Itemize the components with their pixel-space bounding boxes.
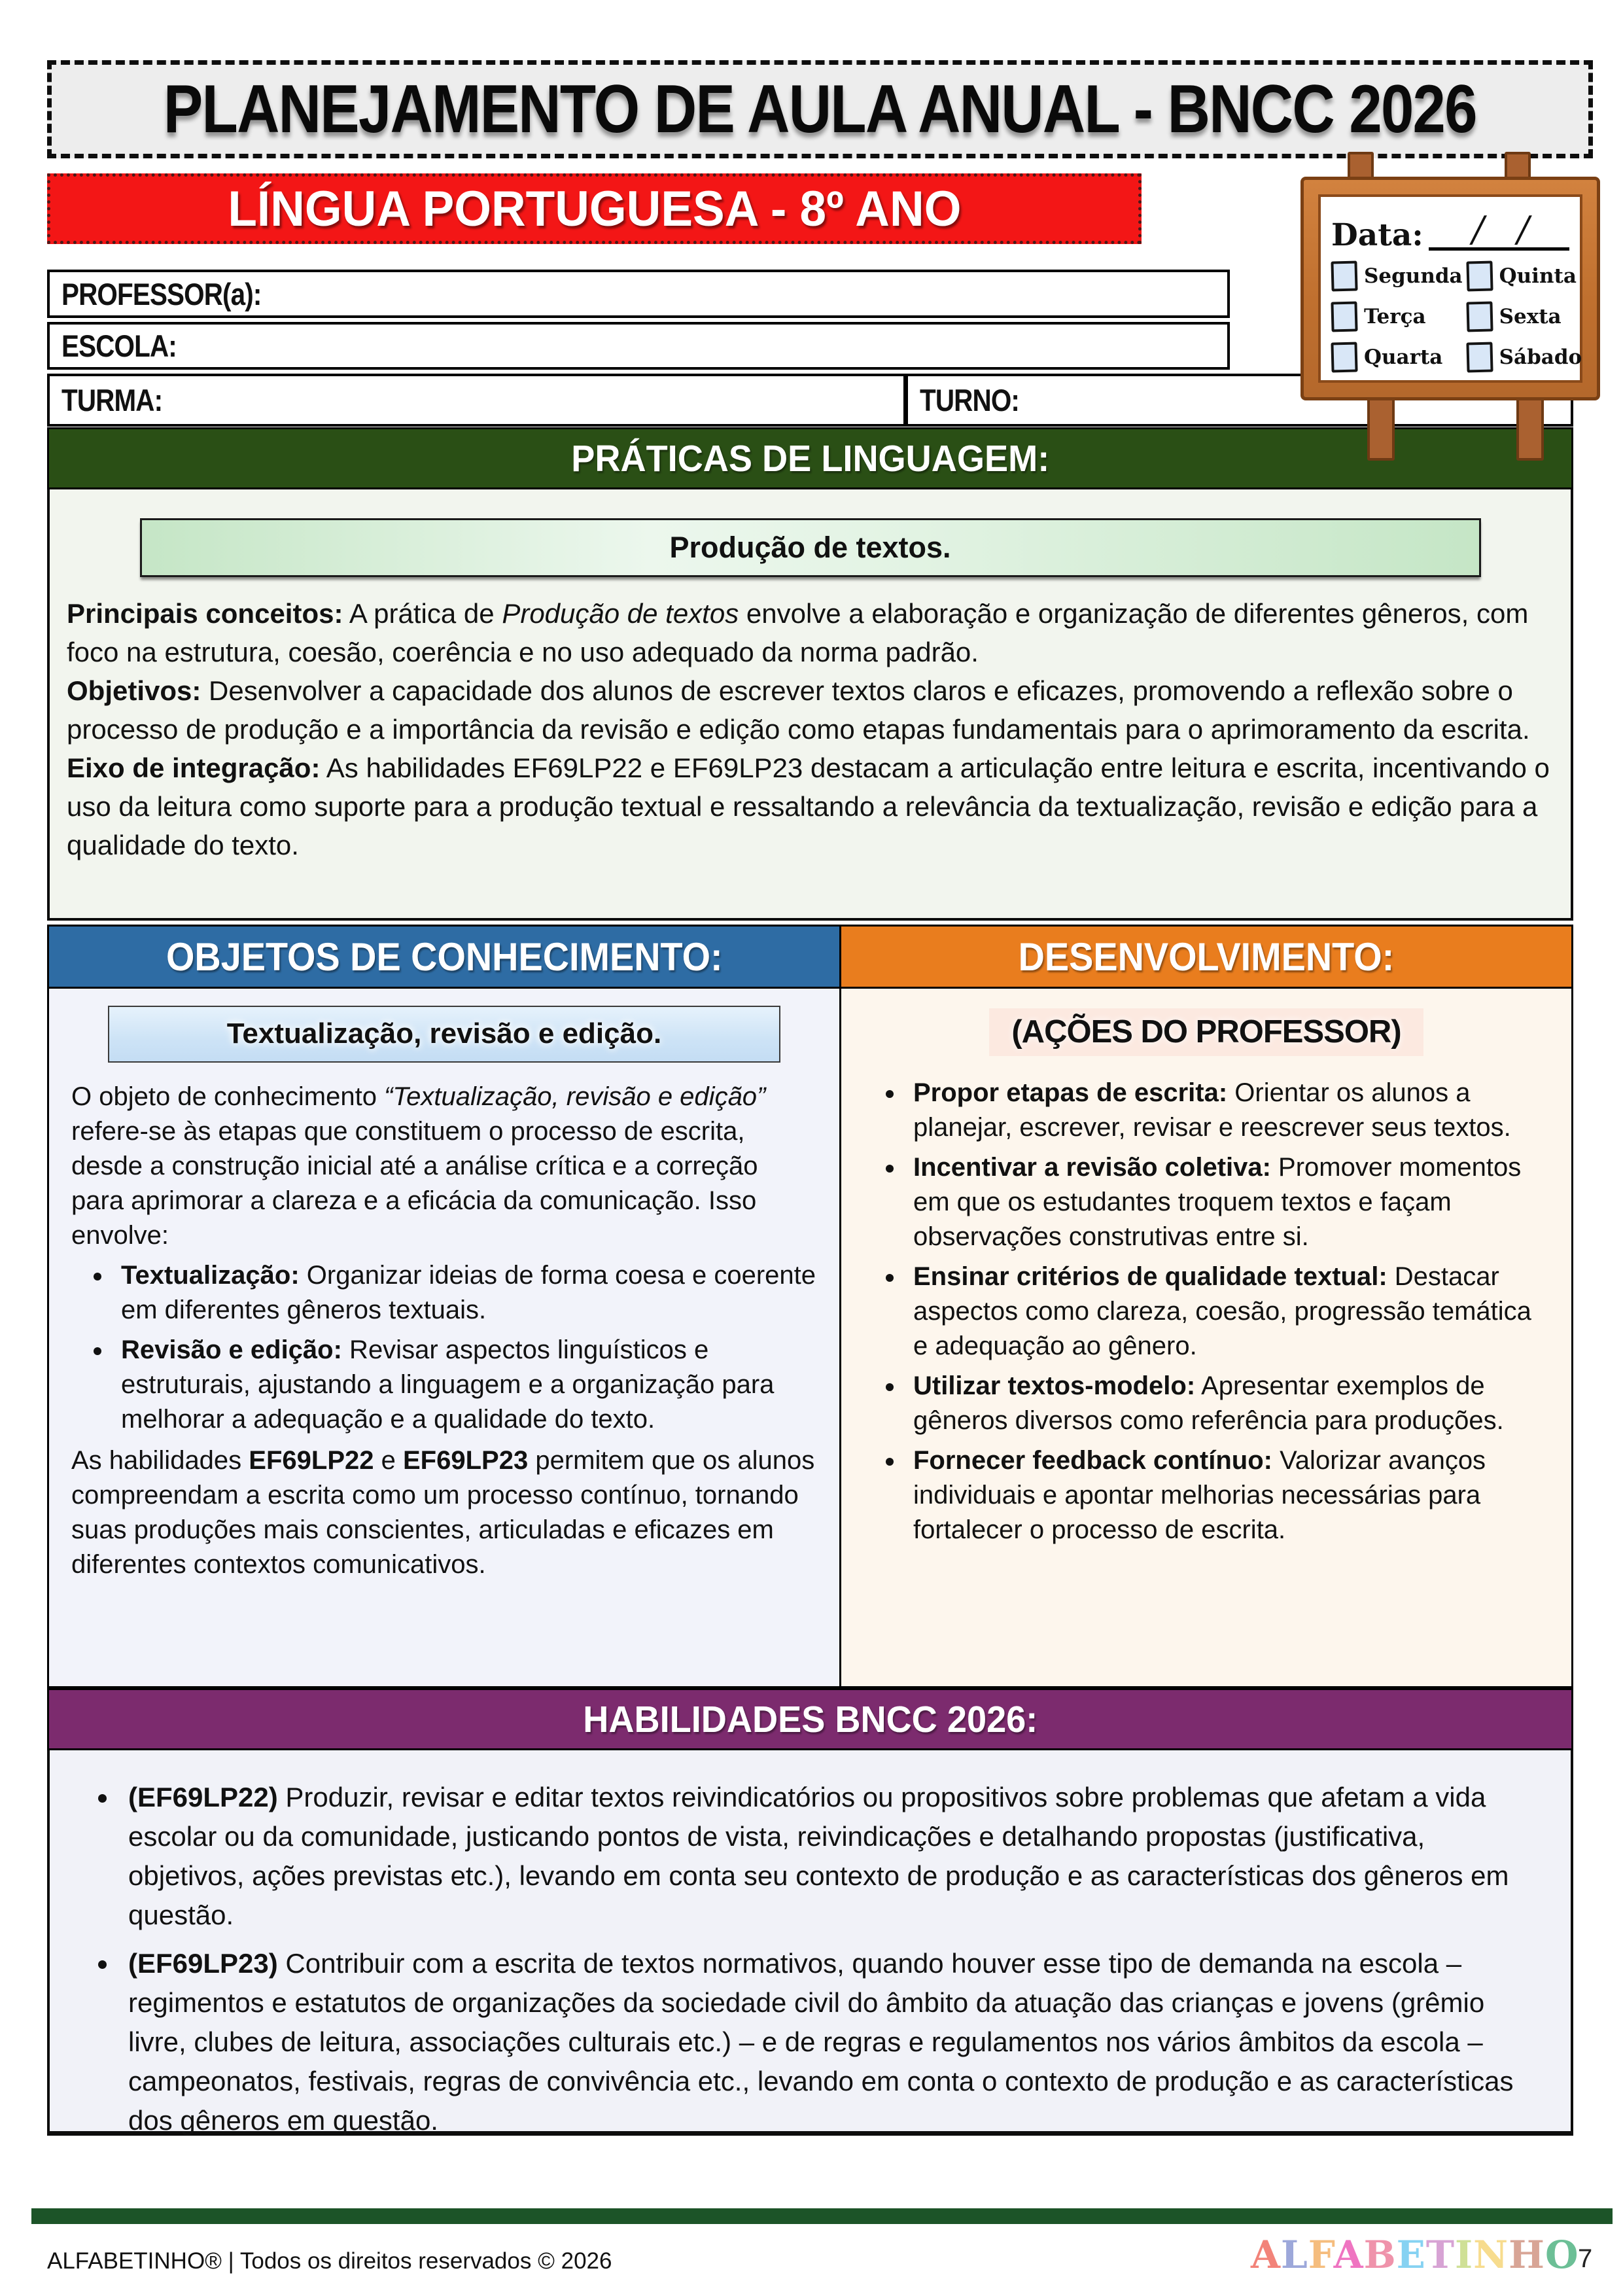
acoes-heading-wrap — [864, 1008, 1549, 1056]
date-slash-1: / — [1472, 209, 1484, 250]
practices-section — [47, 489, 1573, 921]
date-input-line[interactable] — [1429, 207, 1569, 251]
practice-name: Produção de textos. — [669, 531, 951, 564]
professor-row — [47, 270, 1230, 318]
dev-bullet-propor: • Propor etapas de escrita: Orientar os alunos a planejar, escrever, revisar e reescrever seus textos. — [905, 1076, 1549, 1145]
object-name-box — [108, 1006, 780, 1063]
object-intro: O objeto de conhecimento “Textualização, revisão e edição” refere-se às etapas que constituem o processo de escrita, desde a construção inicial até a análise crítica e a correção para aprimorar a clareza e a eficácia da comunicação. Isso envolve: — [71, 1082, 766, 1250]
turno-label: TURNO: — [920, 383, 1020, 417]
sabado-checkbox[interactable] — [1466, 342, 1493, 372]
skill-ef69lp23: • (EF69LP23) Contribuir com a escrita de textos normativos, quando houver esse tipo de demanda na escola – regimentos e estatutos de organizações da sociedade civil do âmbito da atuação das crianças e jovens (grêmio livre, clubes de leitura, associações culturais etc.) – e de regras e regulamentos nos vários âmbitos da escola – campeonatos, festivais, regras de convivência etc., levando em conta o contexto de produção e as características dos gêneros em questão. — [119, 1944, 1539, 2140]
day-item-sabado: Sábado — [1467, 342, 1582, 372]
main-header — [47, 60, 1593, 158]
sexta-checkbox[interactable] — [1466, 301, 1493, 332]
segunda-checkbox[interactable] — [1331, 260, 1357, 291]
sign-frame — [1300, 177, 1600, 400]
escola-label: ESCOLA: — [61, 328, 177, 363]
weekday-checklist — [1331, 261, 1582, 372]
quinta-checkbox[interactable] — [1466, 260, 1493, 291]
subject-title: LÍNGUA PORTUGUESA - 8º ANO — [227, 181, 962, 237]
object-name: Textualização, revisão e edição. — [226, 1017, 662, 1050]
development-body — [841, 989, 1571, 1686]
skill-ef69lp22: • (EF69LP22) Produzir, revisar e editar textos reivindicatórios ou propositivos sobre problemas que afetam a vida escolar ou da comunidade, justicando pontos de vista, reivindicações e detalhando propostas (justificativa, objetivos, ações previstas etc.), levando em conta seu contexto de produção e as características dos gêneros em questão. — [119, 1778, 1539, 1935]
paragraph-principais-conceitos: Principais conceitos: A prática de Produção de textos envolve a elaboração e organização de diferentes gêneros, com foco na estrutura, coesão, coerência e no uso adequado da norma padrão. — [67, 598, 1529, 667]
terca-checkbox[interactable] — [1331, 301, 1357, 332]
escola-row — [47, 322, 1230, 370]
skills-section — [47, 1750, 1573, 2136]
date-label: Data: — [1331, 217, 1423, 253]
object-bullet-textualizacao: • Textualização: Organizar ideias de forma coesa e coerente em diferentes gêneros textuais. — [113, 1258, 817, 1328]
day-item-quinta: Quinta — [1467, 261, 1582, 291]
paragraph-eixo-integracao: Eixo de integração: As habilidades EF69LP22 e EF69LP23 destacam a articulação entre leitura e escrita, incentivando o uso da leitura como suporte para a produção textual e ressaltando a relevância da textualização, revisão e edição para a qualidade do texto. — [67, 752, 1550, 860]
sign-board — [1318, 194, 1582, 383]
alfabetinho-logo: ALFABETINHO — [1251, 2233, 1579, 2277]
practices-text — [67, 594, 1554, 864]
day-item-terca: Terça — [1331, 302, 1463, 332]
turma-label: TURMA: — [61, 383, 163, 417]
paragraph-objetivos: Objetivos: Desenvolver a capacidade dos alunos de escrever textos claros e eficazes, promovendo a reflexão sobre o processo de produção e a importância da revisão e edição como etapas fundamentais para o aprimoramento da escrita. — [67, 675, 1530, 745]
practice-name-box — [140, 518, 1481, 577]
turma-field[interactable] — [179, 376, 903, 424]
objects-body — [49, 989, 839, 1686]
dev-bullet-incentivar: • Incentivar a revisão coletiva: Promover momentos em que os estudantes troquem textos e façam observações construtivas entre si. — [905, 1150, 1549, 1254]
date-sign — [1300, 152, 1600, 466]
sign-leg-left — [1367, 395, 1395, 461]
dev-bullet-ensinar: • Ensinar critérios de qualidade textual: Destacar aspectos como clareza, coesão, progressão temática e adequação ao gênero. — [905, 1260, 1549, 1364]
page-number: 7 — [1578, 2244, 1593, 2273]
footer-divider-bar — [31, 2208, 1613, 2224]
professor-label: PROFESSOR(a): — [61, 276, 262, 311]
escola-field[interactable] — [196, 325, 1228, 367]
date-slash-2: / — [1517, 209, 1529, 250]
sign-leg-right — [1516, 395, 1544, 461]
practices-banner: PRÁTICAS DE LINGUAGEM: — [47, 427, 1573, 489]
skills-banner: HABILIDADES BNCC 2026: — [47, 1688, 1573, 1750]
footer-copyright: ALFABETINHO® | Todos os direitos reservados © 2026 — [47, 2248, 612, 2274]
objects-header: OBJETOS DE CONHECIMENTO: — [49, 927, 839, 989]
day-item-segunda: Segunda — [1331, 261, 1463, 291]
quarta-checkbox[interactable] — [1331, 342, 1357, 372]
object-closing: As habilidades EF69LP22 e EF69LP23 permitem que os alunos compreendam a escrita como um processo contínuo, tornando suas produções mais conscientes, articuladas e eficazes em diferentes contextos comunicativos. — [71, 1446, 815, 1579]
acoes-heading: (AÇÕES DO PROFESSOR) — [989, 1008, 1423, 1056]
columns-section — [47, 925, 1573, 1688]
objects-column — [49, 927, 841, 1686]
date-row — [1331, 203, 1569, 251]
development-bullet-list — [864, 1076, 1549, 1547]
page-title: PLANEJAMENTO DE AULA ANUAL - BNCC 2026 — [164, 71, 1476, 147]
day-item-quarta: Quarta — [1331, 342, 1463, 372]
turma-row — [47, 374, 906, 427]
dev-bullet-fornecer: • Fornecer feedback contínuo: Valorizar avanços individuais e apontar melhorias necessárias para fortalecer o processo de escrita. — [905, 1443, 1549, 1547]
professor-field[interactable] — [294, 272, 1227, 315]
dev-bullet-utilizar: • Utilizar textos-modelo: Apresentar exemplos de gêneros diversos como referência para produções. — [905, 1369, 1549, 1438]
day-item-sexta: Sexta — [1467, 302, 1582, 332]
subject-banner — [47, 173, 1142, 244]
development-header: DESENVOLVIMENTO: — [841, 927, 1571, 989]
development-column — [841, 927, 1571, 1686]
skills-bullet-list — [81, 1778, 1539, 2140]
object-bullet-revisao: • Revisão e edição: Revisar aspectos linguísticos e estruturais, ajustando a linguagem e a organização para melhorar a adequação e a qualidade do texto. — [113, 1333, 817, 1437]
object-bullet-list — [71, 1258, 817, 1437]
